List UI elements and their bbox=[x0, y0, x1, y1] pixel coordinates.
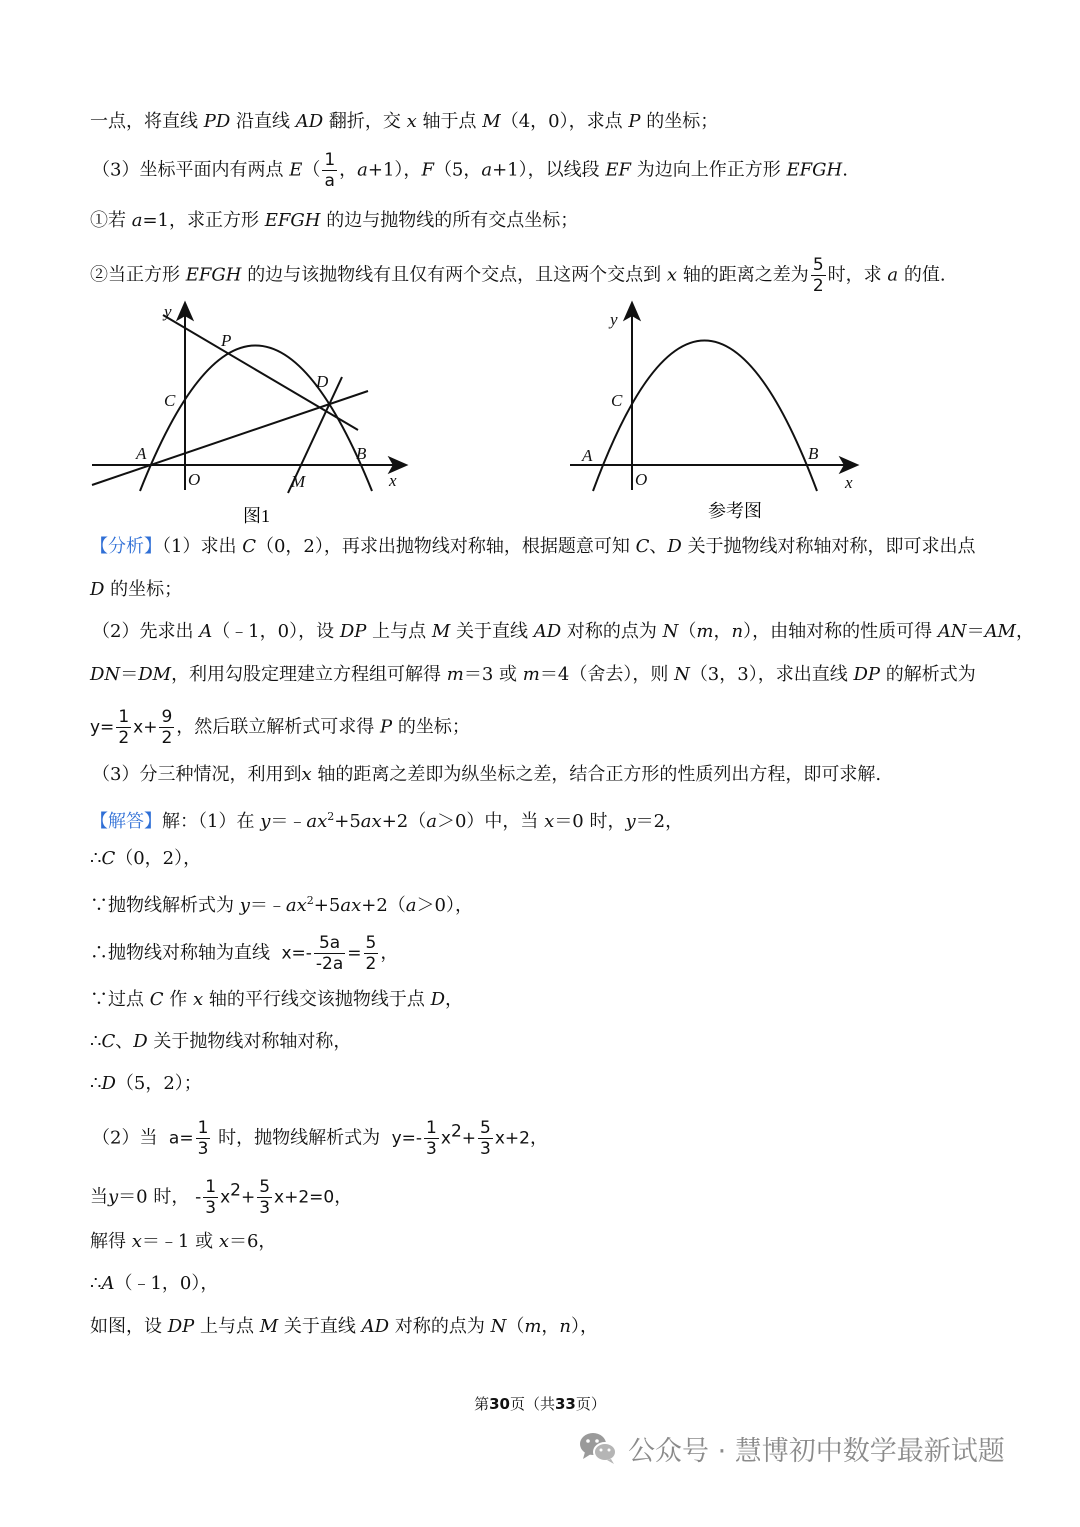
label-C: C bbox=[164, 391, 176, 410]
solution-line-11: ∴A（﹣1，0）， bbox=[90, 1273, 219, 1294]
label-M: M bbox=[291, 472, 306, 491]
line-AD bbox=[92, 391, 368, 485]
solution-line-9: 当y＝0 时， - $\frac{1}{3}$ $x^2+$ $\frac{5}{3}$ x+2=0， bbox=[90, 1177, 353, 1218]
solution-line-10: 解得 x＝﹣1 或 x＝6， bbox=[90, 1231, 277, 1252]
problem-question-2: ②当正方形 EFGH 的边与该抛物线有且仅有两个交点，且这两个交点到 x 轴的距离之差为 $\frac{5}{2}$ 时，求 a 的值. bbox=[90, 255, 946, 296]
figure-1-caption: 图1 bbox=[243, 506, 270, 526]
figure-reference-caption: 参考图 bbox=[708, 501, 762, 521]
label-B: B bbox=[808, 444, 819, 463]
solution-line-3: ∵抛物线解析式为 $y=﹣ax^2+5ax+2(a>0)$， bbox=[90, 894, 473, 916]
label-x: x bbox=[389, 471, 397, 490]
problem-part-3: （3）坐标平面内有两点 E（ $\frac{1}{a}$ ，a+1），F（5，a+1），以线段 EF 为边向上作正方形 EFGH. bbox=[92, 150, 848, 191]
solution-line-12: 如图，设 DP 上与点 M 关于直线 AD 对称的点为 N（m，n）， bbox=[90, 1316, 598, 1337]
line-PD bbox=[163, 315, 358, 430]
figure-reference bbox=[565, 295, 875, 535]
solution-line-6: ∴C、D 关于抛物线对称轴对称， bbox=[90, 1031, 352, 1052]
problem-line-1: 一点，将直线 PD 沿直线 AD 翻折，交 x 轴于点 M（4，0），求点 P 的坐标； bbox=[90, 111, 719, 132]
solution-line-1: 【解答】解：（1）在 $y=﹣ax^2+5ax+2(a>0)$中，当 x＝0 时，y＝2， bbox=[90, 810, 684, 832]
label-P: P bbox=[221, 331, 232, 350]
label-O: O bbox=[188, 470, 201, 489]
analysis-line-2: D 的坐标； bbox=[90, 579, 183, 600]
solution-line-8: （2）当 a= $\frac{1}{3}$ 时，抛物线解析式为 y=- $\frac{1}{3}$ $x^2+$ $\frac{5}{3}$ x+2， bbox=[92, 1118, 548, 1159]
watermark bbox=[578, 1428, 1005, 1468]
label-D: D bbox=[316, 372, 329, 391]
fraction-1-over-a: $\frac{1}{a}$ bbox=[324, 150, 336, 191]
label-x: x bbox=[845, 473, 853, 492]
solution-line-7: ∴D（5，2）； bbox=[90, 1073, 202, 1094]
analysis-line-5: y= $\frac{1}{2}$ x+ $\frac{9}{2}$ ，然后联立解析式可求得 P 的坐标； bbox=[90, 707, 470, 748]
solution-line-2: ∴C（0，2）， bbox=[90, 848, 202, 869]
solution-line-4: ∴抛物线对称轴为直线 x=- $\frac{5a}{-2a}$ = $\frac{5}{2}$ ， bbox=[90, 933, 399, 974]
label-y: y bbox=[164, 302, 172, 321]
label-A: A bbox=[582, 446, 593, 465]
figure-1 bbox=[80, 295, 420, 535]
wechat-icon bbox=[578, 1430, 618, 1466]
label-y: y bbox=[610, 310, 618, 329]
analysis-line-6: （3）分三种情况，利用到x 轴的距离之差即为纵坐标之差，结合正方形的性质列出方程，即可求解. bbox=[92, 764, 882, 785]
label-B: B bbox=[356, 444, 367, 463]
solution-tag: 【解答】 bbox=[90, 811, 162, 832]
analysis-tag: 【分析】 bbox=[90, 536, 162, 557]
solution-line-5: ∵过点 C 作 x 轴的平行线交该抛物线于点 D， bbox=[90, 989, 464, 1010]
problem-question-1: ①若 a=1，求正方形 EFGH 的边与抛物线的所有交点坐标； bbox=[90, 210, 579, 231]
analysis-line-3: （2）先求出 A（﹣1，0），设 DP 上与点 M 关于直线 AD 对称的点为 N（m，n），由轴对称的性质可得 AN＝AM， bbox=[92, 621, 1034, 642]
parabola bbox=[593, 341, 817, 492]
analysis-line-4: DN＝DM，利用勾股定理建立方程组可解得 m＝3 或 m＝4（舍去），则 N（3，3），求出直线 DP 的解析式为 bbox=[90, 664, 976, 685]
analysis-line-1: 【分析】（1）求出 C（0，2），再求出抛物线对称轴，根据题意可知 C、D 关于抛物线对称轴对称，即可求出点 bbox=[90, 536, 976, 557]
fraction-5-over-2: $\frac{5}{2}$ bbox=[812, 255, 824, 296]
label-A: A bbox=[136, 444, 147, 463]
label-C: C bbox=[611, 391, 623, 410]
watermark-text: 公众号 · 慧博初中数学最新试题 bbox=[628, 1435, 1005, 1467]
page-footer: 第30页（共33页） bbox=[474, 1395, 606, 1413]
label-O: O bbox=[635, 470, 648, 489]
